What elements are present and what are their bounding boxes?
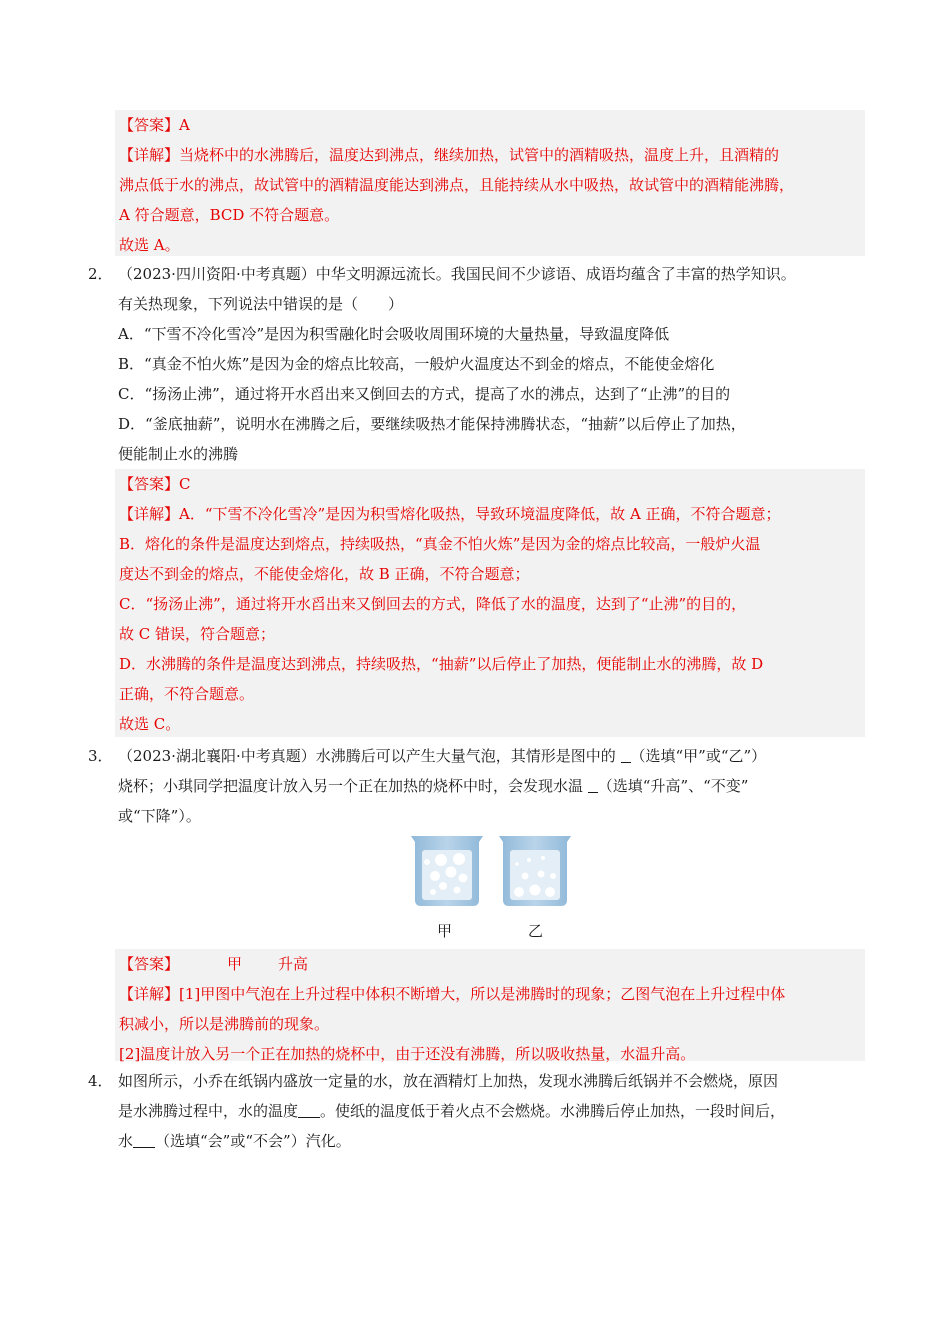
- q3-answer-box: [115, 949, 865, 1061]
- q2-stem-1: （2023·四川资阳·中考真题）中华文明源远流长。我国民间不少谚语、成语均蕴含了丰富的热学知识。: [118, 265, 796, 283]
- q3-answer-tag: 【答案】: [119, 955, 180, 973]
- q1-answer-box: [115, 110, 865, 256]
- beaker-jia: [411, 836, 483, 906]
- q1-answer-line: 【答案】A: [119, 116, 190, 134]
- q2-stem-2: 有关热现象，下列说法中错误的是（ ）: [118, 295, 404, 313]
- q3-stem-c: 烧杯；小琪同学把温度计放入另一个正在加热的烧杯中时，会发现水温: [118, 777, 584, 795]
- q3-blank-2: [588, 778, 598, 793]
- q2-detail-line-8: 故选 C。: [119, 715, 181, 733]
- figure-label-yi: 乙: [528, 922, 544, 940]
- question-3: [88, 741, 868, 831]
- q4-line-1: 如图所示，小乔在纸锅内盛放一定量的水，放在酒精灯上加热，发现水沸腾后纸锅并不会燃烧，原因: [118, 1072, 779, 1090]
- q4-blank-1: [298, 1103, 320, 1118]
- q3-stem-e: 或“下降”）。: [118, 807, 201, 825]
- q2-answer-box: [115, 469, 865, 737]
- q3-stem-d: （选填“升高”、“不变”: [597, 777, 749, 795]
- q4-blank-2: [133, 1133, 155, 1148]
- q3-blank-1: [621, 748, 631, 763]
- q2-detail-line-1: 【详解】A．“下雪不冷化雪冷”是因为积雪熔化吸热，导致环境温度降低，故 A 正确，不符合题意；: [119, 505, 781, 523]
- question-4: [88, 1066, 868, 1156]
- q3-detail-line-1: 【详解】[1]甲图中气泡在上升过程中体积不断增大，所以是沸腾时的现象；乙图气泡在上升过程中体: [119, 985, 786, 1003]
- beaker-yi: [499, 836, 571, 906]
- q3-detail-line-2: 积减小，所以是沸腾前的现象。: [119, 1015, 330, 1033]
- q3-detail-line-3: [2]温度计放入另一个正在加热的烧杯中，由于还没有沸腾，所以吸收热量，水温升高。: [119, 1045, 696, 1063]
- q4-line-3b: （选填“会”或“不会”）汽化。: [155, 1132, 351, 1150]
- q1-detail-line-3: A 符合题意，BCD 不符合题意。: [119, 206, 340, 224]
- q2-detail-line-7: 正确，不符合题意。: [119, 685, 255, 703]
- q2-detail-line-2: B．熔化的条件是温度达到熔点，持续吸热，“真金不怕火炼”是因为金的熔点比较高，一般炉火温: [119, 535, 761, 553]
- q2-detail-line-5: 故 C 错误，符合题意；: [119, 625, 276, 643]
- q2-option-c: C．“扬汤止沸”，通过将开水舀出来又倒回去的方式，提高了水的沸点，达到了“止沸”的目的: [118, 385, 731, 403]
- q4-line-2a: 是水沸腾过程中，水的温度: [118, 1102, 299, 1120]
- q3-answer-1: 甲: [227, 955, 243, 973]
- q4-number: 4．: [88, 1072, 113, 1090]
- q2-option-d-cont: 便能制止水的沸腾: [118, 445, 239, 463]
- q1-detail-line-1: 【详解】当烧杯中的水沸腾后，温度达到沸点，继续加热，试管中的酒精吸热，温度上升，且酒精的: [119, 146, 780, 164]
- q2-answer-line: 【答案】C: [119, 475, 191, 493]
- q3-stem-b: （选填“甲”或“乙”）: [630, 747, 767, 765]
- q1-detail-line-2: 沸点低于水的沸点，故试管中的酒精温度能达到沸点，且能持续从水中吸热，故试管中的酒精能沸腾，: [119, 176, 795, 194]
- q2-option-a: A．“下雪不冷化雪冷”是因为积雪融化时会吸收周围环境的大量热量，导致温度降低: [118, 325, 670, 343]
- q2-detail-line-3: 度达不到金的熔点，不能使金熔化，故 B 正确，不符合题意；: [119, 565, 530, 583]
- q3-answer-2: 升高: [278, 955, 309, 973]
- q4-line-3a: 水: [118, 1132, 134, 1150]
- q4-line-2b: 。使纸的温度低于着火点不会燃烧。水沸腾后停止加热，一段时间后，: [320, 1102, 786, 1120]
- figure-label-jia: 甲: [437, 922, 453, 940]
- q2-detail-line-6: D．水沸腾的条件是温度达到沸点，持续吸热，“抽薪”以后停止了加热，便能制止水的沸腾，故 D: [119, 655, 764, 673]
- q3-number: 3．: [88, 747, 113, 765]
- q2-option-b: B．“真金不怕火炼”是因为金的熔点比较高，一般炉火温度达不到金的熔点，不能使金熔化: [118, 355, 715, 373]
- question-2: [88, 259, 868, 469]
- q2-number: 2．: [88, 265, 113, 283]
- q3-stem-a: （2023·湖北襄阳·中考真题）水沸腾后可以产生大量气泡，其情形是图中的: [118, 747, 616, 765]
- q2-detail-line-4: C．“扬汤止沸”，通过将开水舀出来又倒回去的方式，降低了水的温度，达到了“止沸”的目的，: [119, 595, 747, 613]
- q2-option-d: D．“釜底抽薪”，说明水在沸腾之后，要继续吸热才能保持沸腾状态，“抽薪”以后停止了加热，: [118, 415, 746, 433]
- q1-detail-line-4: 故选 A。: [119, 236, 180, 254]
- beakers-figure: [405, 832, 575, 944]
